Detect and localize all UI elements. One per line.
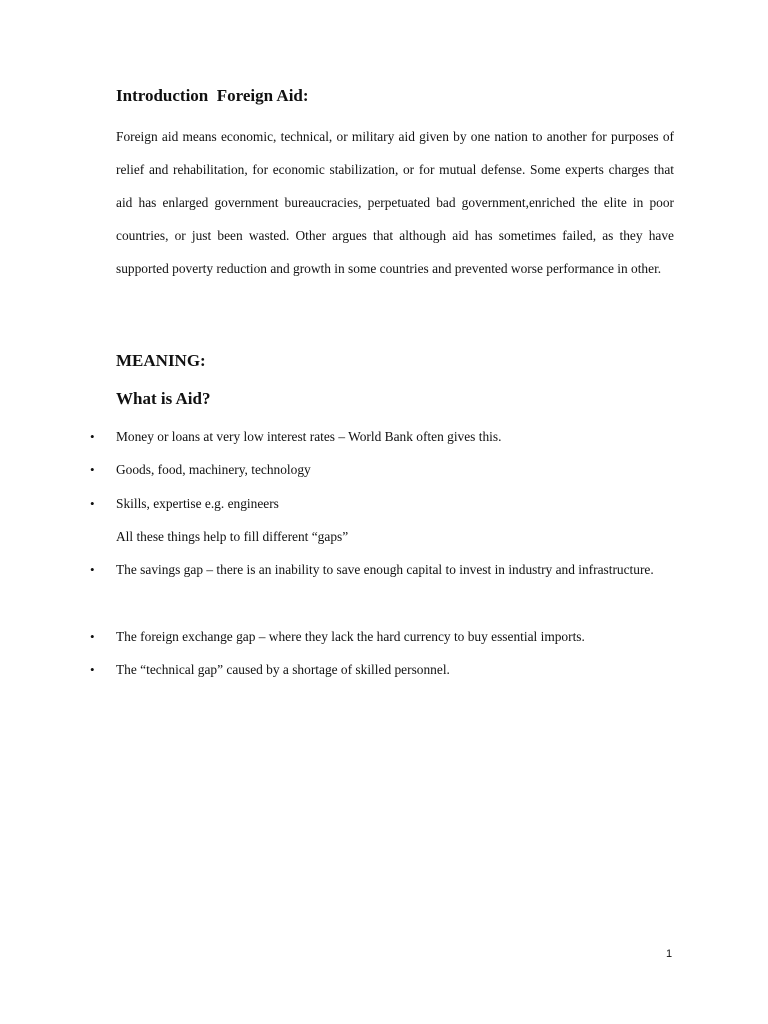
what-is-aid-heading: What is Aid?	[116, 389, 211, 408]
bullet-icon: •	[90, 662, 95, 677]
gaps-intro-line: All these things help to fill different “gaps”	[116, 529, 349, 544]
list-item-text: The foreign exchange gap – where they lack the hard currency to buy essential imports.	[116, 629, 585, 644]
list-item-text: The “technical gap” caused by a shortage of skilled personnel.	[116, 662, 450, 677]
list-item-text: The savings gap – there is an inability to save enough capital to invest in industry and infrastructure.	[116, 562, 654, 577]
list-item-text: Money or loans at very low interest rates – World Bank often gives this.	[116, 429, 502, 444]
list-item-text: Goods, food, machinery, technology	[116, 462, 311, 477]
intro-heading: Introduction Foreign Aid:	[116, 86, 309, 105]
bullet-icon: •	[90, 429, 95, 444]
intro-paragraph: Foreign aid means economic, technical, or military aid given by one nation to another for purposes of relief and rehabilitation, for economic stabilization, or for mutual defense. Some experts charges that aid has enlarged government bureaucracies, perpetuated bad government,enriched the elite in poor countries, or just been wasted. Other argues that although aid has sometimes failed, as they have supported poverty reduction and growth in some countries and prevented worse performance in other.	[116, 129, 674, 276]
list-item-text: Skills, expertise e.g. engineers	[116, 496, 279, 511]
meaning-heading: MEANING:	[116, 351, 206, 370]
bullet-icon: •	[90, 562, 95, 577]
bullet-icon: •	[90, 462, 95, 477]
bullet-icon: •	[90, 496, 95, 511]
page-number: 1	[666, 948, 673, 960]
bullet-icon: •	[90, 629, 95, 644]
